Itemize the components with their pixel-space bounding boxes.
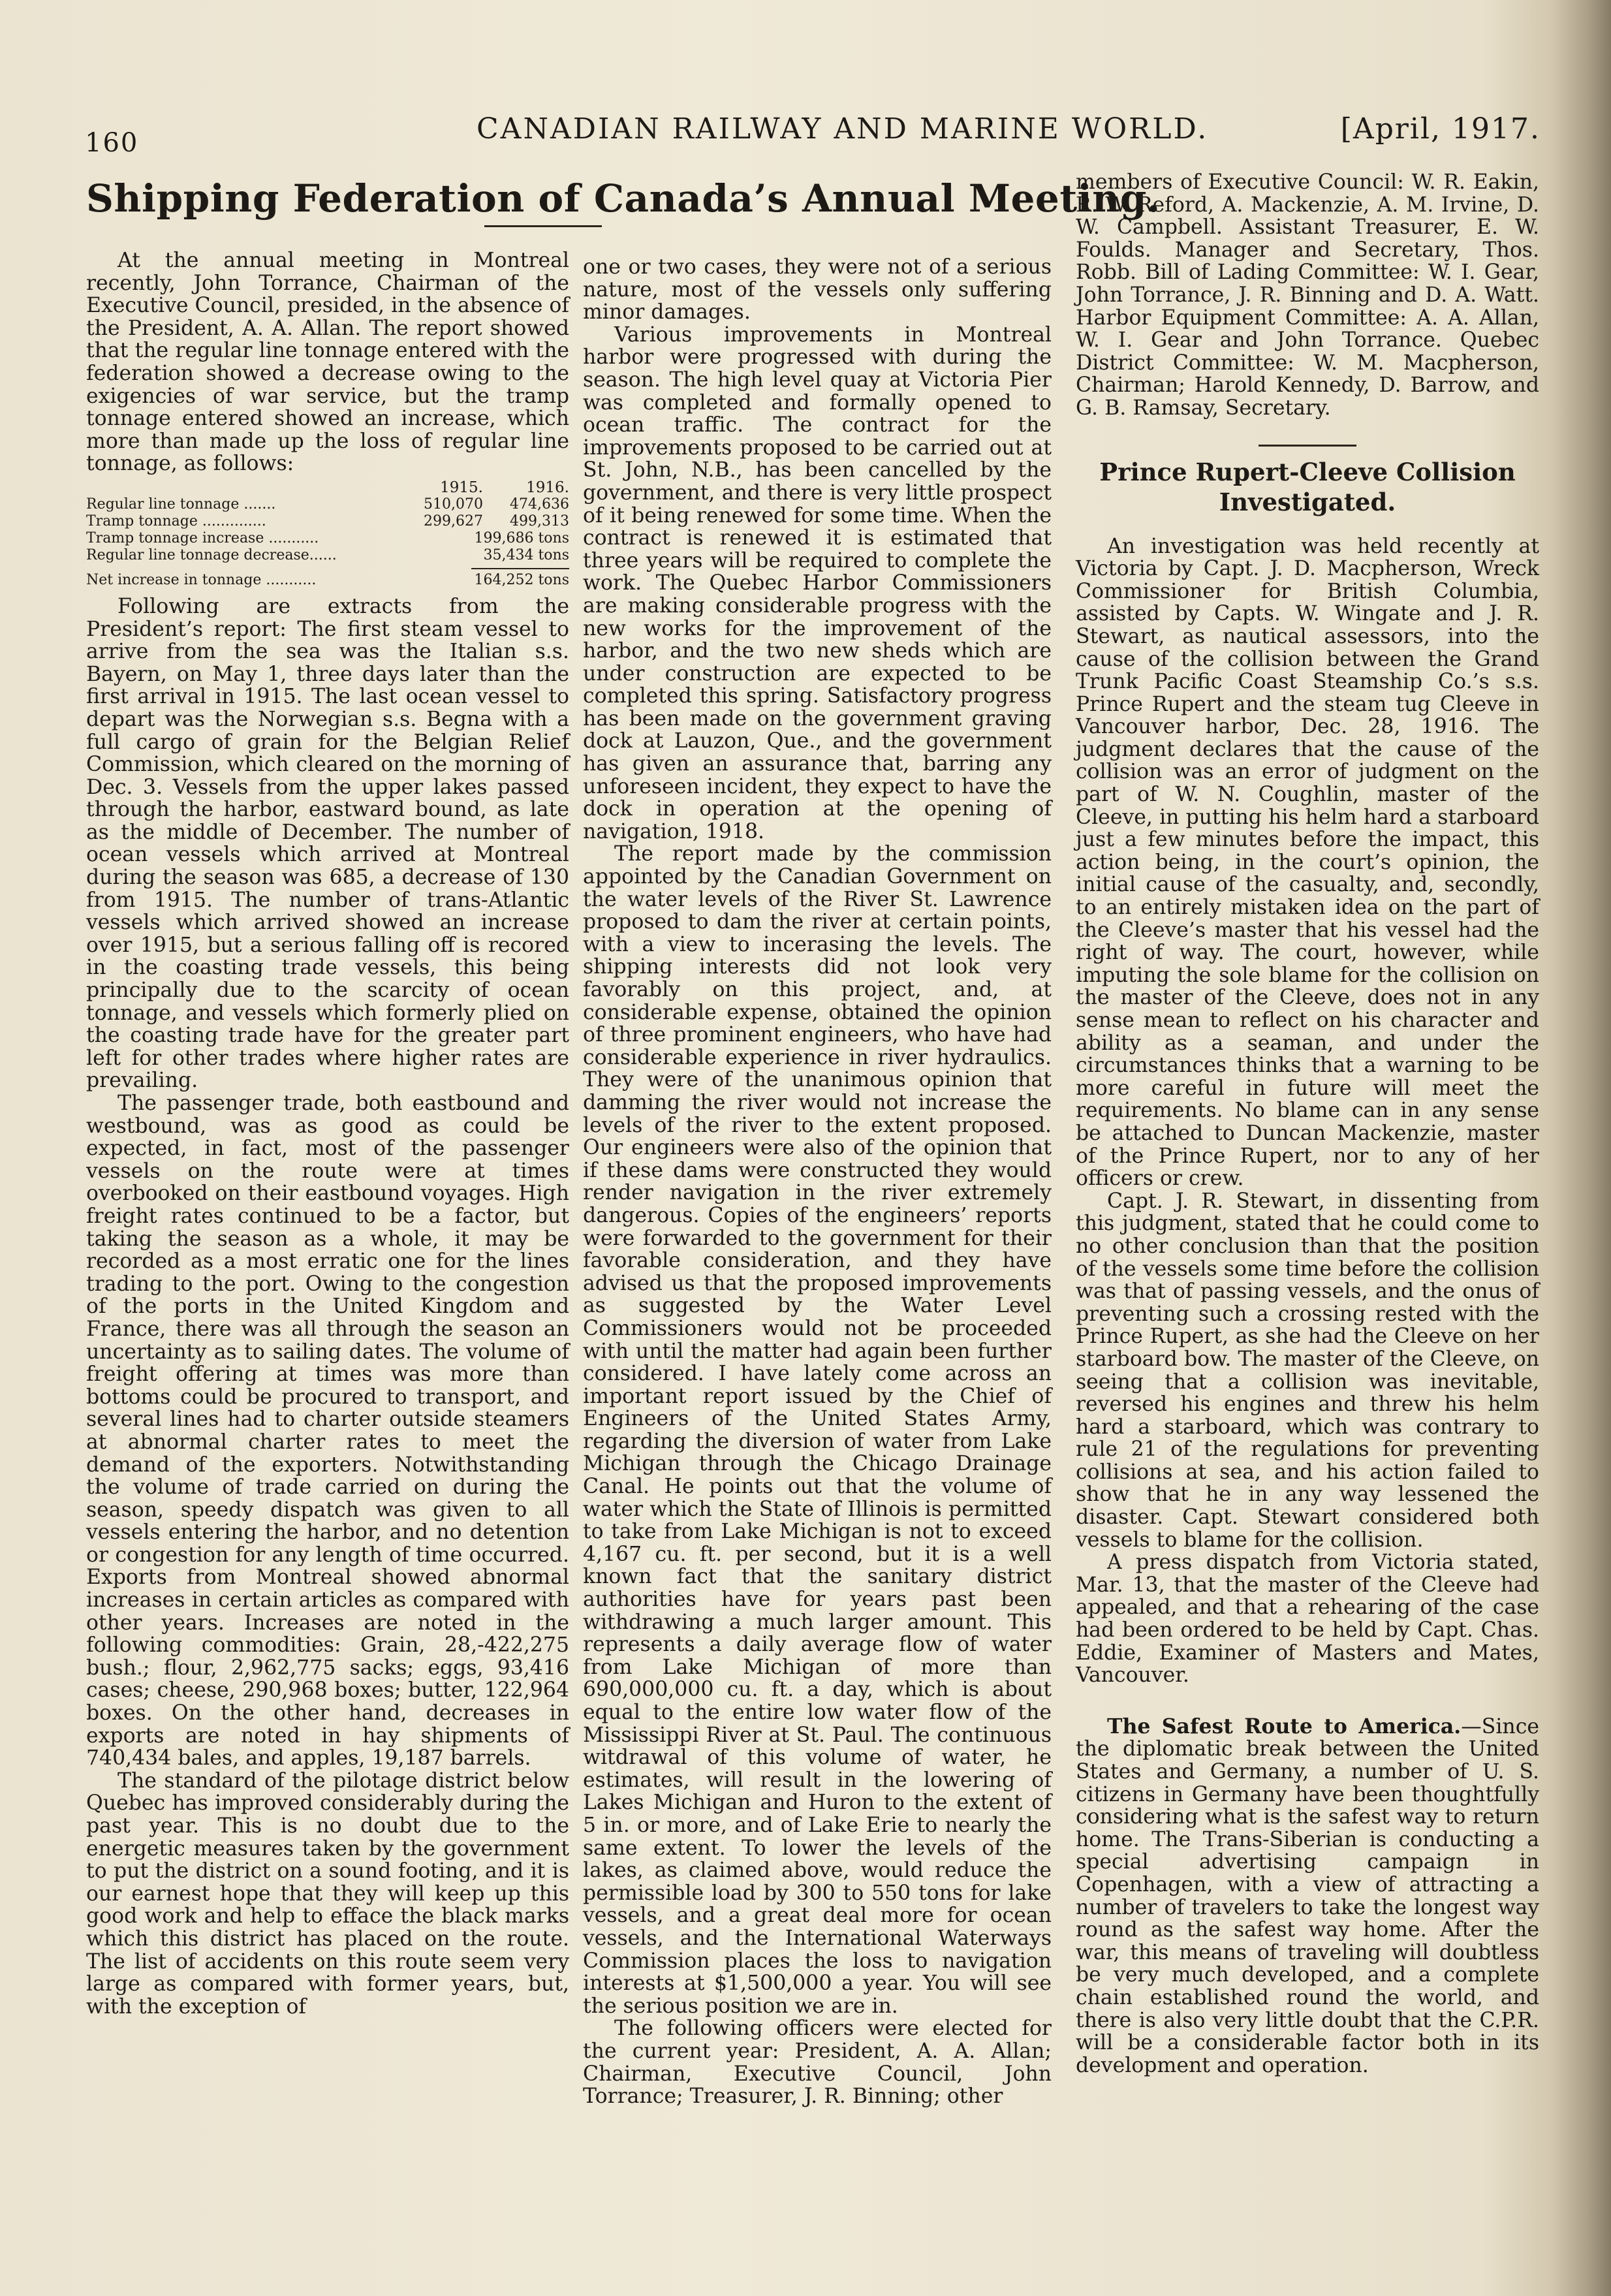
paragraph: The passenger trade, both eastbound and westbound, was as good as could be expected, in fact, most of the passenger vessels on the route were at times overbooked on their eastbound voyages. High freight rates continued to be a factor, but taking the season as a whole, it may be recorded as a most erratic one for the lines trading to the port. Owing to the congestion of the ports in the United Kingdom and France, there was all through the season an uncertainty as to sailing dates. The volume of freight offering at times was more than bottoms could be procured to transport, and several lines had to charter outside steamers at abnormal charter rates to meet the demand of the exporters. Notwithstanding the volume of trade carried on during the season, speedy dispatch was given to all vessels entering the harbor, and no detention or congestion for any length of time occurred. Exports from Montreal showed abnormal increases in certain articles as compared with other years. Increases are noted in the following commodities: Grain, 28,-422,275 bush.; flour, 2,962,775 sacks; eggs, 93,416 cases; cheese, 290,968 boxes; butter, 122,964 boxes. On the other hand, decreases in exports are noted in hay shipments of 740,434 bales, and apples, 19,187 barrels. bbox=[86, 1092, 569, 1770]
table-row-label: Tramp tonnage .............. bbox=[86, 512, 266, 529]
column-3 bbox=[1076, 171, 1539, 2077]
table-cell: 510,070 bbox=[424, 495, 483, 512]
table-sum-rule bbox=[471, 568, 569, 569]
table-row-label: Net increase in tonnage ........... bbox=[86, 571, 317, 588]
table-cell: 299,627 bbox=[424, 512, 483, 529]
paragraph: The standard of the pilotage district below Quebec has improved considerably during the past year. This is no doubt due to the energetic measures taken by the government to put the district on a sound footing, and it is our earnest hope that they will keep up this good work and help to efface the black marks which this district has placed on the route. The list of accidents on this route seem very large as compared with former years, but, with the exception of bbox=[86, 1769, 569, 2019]
paragraph: An investigation was held recently at Victoria by Capt. J. D. Macpherson, Wreck Commissioner for British Columbia, assisted by Capts. W. Wingate and J. R. Stewart, as nautical assessors, into the cause of the collision between the Grand Trunk Pacific Coast Steamship Co.’s s.s. Prince Rupert and the steam tug Cleeve in Vancouver harbor, Dec. 28, 1916. The judgment declares that the cause of the collision was an error of judgment on the part of W. N. Coughlin, master of the Cleeve, in putting his helm hard a starboard just a few minutes before the impact, this action being, in the court’s opinion, the initial cause of the casualty, and, secondly, to an entirely mistaken idea on the part of the Cleeve’s master that his vessel had the right of way. The court, however, while imputing the sole blame for the collision on the master of the Cleeve, does not in any sense mean to reflect on his character and ability as a seaman, and under the circumstances thinks that a warning to be more careful in future will meet the requirements. No blame can in any sense be attached to Duncan Mackenzie, master of the Prince Rupert, nor to any of her officers or crew. bbox=[1076, 534, 1539, 1191]
table-col-1915: 1915. bbox=[440, 479, 483, 496]
table-row bbox=[86, 530, 569, 547]
table-col-1916: 1916. bbox=[526, 479, 569, 496]
journal-title: CANADIAN RAILWAY AND MARINE WORLD. bbox=[477, 112, 1209, 146]
table-cell: 35,434 tons bbox=[483, 546, 569, 563]
table-row-label: Tramp tonnage increase ........... bbox=[86, 529, 319, 546]
table-row-label: Regular line tonnage decrease...... bbox=[86, 546, 337, 563]
paragraph: A press dispatch from Victoria stated, Mar. 13, that the master of the Cleeve had appealed, and that a rehearing of the case had been ordered to be held by Capt. Chas. Eddie, Examiner of Masters and Mates, Vancouver. bbox=[1076, 1550, 1539, 1688]
tonnage-table bbox=[86, 479, 569, 589]
article-title bbox=[86, 176, 1161, 221]
page-number: 160 bbox=[85, 128, 139, 158]
run-in-text: —Since the diplomatic break between the United States and Germany, a number of U. S. citizens in Germany have been thoughtfully considering what is the safest way to return home. The Trans-Siberian is conducting a special advertising campaign in Copenhagen, with a view of attracting a number of travelers to take the longest way round as the safest way home. After the war, this means of traveling will doubtless be very much developed, and a complete chain established round the world, and there is also very little doubt that the C.P.R. will be a considerable factor both in its development and operation. bbox=[1076, 1714, 1539, 2077]
subarticle-title: Prince Rupert-Cleeve Collision Investigated. bbox=[1099, 457, 1516, 516]
paragraph: one or two cases, they were not of a serious nature, most of the vessels only suffering minor damages. bbox=[583, 255, 1052, 324]
paragraph: Following are extracts from the President’s report: The first steam vessel to arrive from the sea was the Italian s.s. Bayern, on May 1, three days later than the first arrival in 1915. The last ocean vessel to depart was the Norwegian s.s. Begna with a full cargo of grain for the Belgian Relief Commission, which cleared on the morning of Dec. 3. Vessels from the upper lakes passed through the harbor, eastward bound, as late as the middle of December. The number of ocean vessels which arrived at Montreal during the season was 685, a decrease of 130 from 1915. The number of trans-Atlantic vessels which arrived showed an increase over 1915, but a serious falling off is recored in the coasting trade vessels, this being principally due to the scarcity of ocean tonnage, and vessels which formerly plied on the coasting trade have for the greater part left for other trades where higher rates are prevailing. bbox=[86, 594, 569, 1093]
table-row bbox=[86, 513, 569, 530]
paragraph: The report made by the commission appointed by the Canadian Government on the water levels of the River St. Lawrence proposed to dam the river at certain points, with a view to incerasing the levels. The shipping interests did not look very favorably on this project, and, at considerable expense, obtained the opinion of three prominent engineers, who have had considerable experience in river hydraulics. They were of the unanimous opinion that damming the river would not increase the levels of the river to the extent proposed. Our engineers were also of the opinion that if these dams were constructed they would render navigation in the river extremely dangerous. Copies of the engineers’ reports were forwarded to the government for their favorable consideration, and they have advised us that the proposed improvements as suggested by the Water Level Commissioners would not be proceeded with until the matter had again been further considered. I have lately come across an important report issued by the Chief of Engineers of the United States Army, regarding the diversion of water from Lake Michigan through the Chicago Drainage Canal. He points out that the volume of water which the State of Illinois is permitted to take from Lake Michigan is not to exceed 4,167 cu. ft. per second, but it is a well known fact that the sanitary district authorities have for years past been withdrawing a much larger amount. This represents a daily average flow of water from Lake Michigan of more than 690,000,000 cu. ft. a day, which is about equal to the entire low water flow of the Mississippi River at St. Paul. The continuous witdrawal of this volume of water, he estimates, will result in the lowering of Lakes Michigan and Huron to the extent of 5 in. or more, and of Lake Erie to nearly the same extent. To lower the levels of the lakes, as claimed above, would reduce the permissible load by 300 to 550 tons for lake vessels, and a great deal more for ocean vessels, and the International Waterways Commission places the loss to navigation interests at $1,500,000 a year. You will see the serious position we are in. bbox=[583, 842, 1052, 2018]
page-binding-shadow bbox=[1552, 0, 1611, 2296]
run-in-heading: The Safest Route to America. bbox=[1107, 1714, 1462, 1738]
title-rule bbox=[484, 225, 602, 227]
table-row bbox=[86, 496, 569, 513]
paragraph: At the annual meeting in Montreal recently, John Torrance, Chairman of the Executive Council, presided, in the absence of the President, A. A. Allan. The report showed that the regular line tonnage entered with the federation showed a decrease owing to the exigencies of war service, but the tramp tonnage entered showed an increase, which more than made up the loss of regular line tonnage, as follows: bbox=[86, 249, 570, 476]
table-header-row bbox=[86, 479, 569, 496]
table-cell: 164,252 tons bbox=[474, 571, 569, 588]
column-2 bbox=[583, 256, 1052, 2108]
column-1 bbox=[86, 225, 569, 2018]
paragraph: Capt. J. R. Stewart, in dissenting from this judgment, stated that he could come to no other conclusion than that the position of the vessels some time before the collision was that of passing vessels, and the onus of preventing such a crossing rested with the Prince Rupert, as she had the Cleeve on her starboard bow. The master of the Cleeve, on seeing that a collision was inevitable, reversed his engines and threw his helm hard a starboard, which was contrary to rule 21 of the regulations for preventing collisions at sea, and his action failed to show that he in any way lessened the disaster. Capt. Stewart considered both vessels to blame for the collision. bbox=[1076, 1189, 1539, 1552]
issue-date: [April, 1917. bbox=[1340, 112, 1541, 146]
table-cell: 474,636 bbox=[510, 495, 569, 512]
paragraph: Various improvements in Montreal harbor were progressed with during the season. The high level quay at Victoria Pier was completed and formally opened to ocean traffic. The contract for the improvements proposed to be carried out at St. John, N.B., has been cancelled by the government, and there is very little prospect of it being renewed for some time. When the contract is renewed it is estimated that three years will be required to complete the work. The Quebec Harbor Commissioners are making considerable progress with the new works for the improvement of the harbor, and the two new sheds which are under construction are expected to be completed this spring. Satisfactory progress has been made on the government graving dock at Lauzon, Que., and the government has given an assurance that, barring any unforeseen incident, they expect to have the dock in operation at the opening of navigation, 1918. bbox=[583, 322, 1052, 843]
table-cell: 499,313 bbox=[510, 512, 569, 529]
paragraph bbox=[1076, 1716, 1539, 2077]
table-total-row bbox=[86, 572, 569, 589]
running-header bbox=[85, 112, 1541, 158]
paragraph: The following officers were elected for the current year: President, A. A. Allan; Chairman, Executive Council, John Torrance; Treasurer, J. R. Binning; other bbox=[583, 2017, 1052, 2109]
table-cell: 199,686 tons bbox=[474, 529, 569, 546]
article-title-text: Shipping Federation of Canada’s Annual Meeting. bbox=[86, 176, 1161, 221]
table-row-label: Regular line tonnage ....... bbox=[86, 495, 276, 512]
paragraph: members of Executive Council: W. R. Eakin, R. W. Reford, A. Mackenzie, A. M. Irvine, D. W. Campbell. Assistant Treasurer, E. W. Foulds. Manager and Secretary, Thos. Robb. Bill of Lading Committee: W. I. Gear, John Torrance, J. R. Binning and D. A. Watt. Harbor Equipment Committee: A. A. Allan, W. I. Gear and John Torrance. Quebec District Committee: W. M. Macpherson, Chairman; Harold Kennedy, D. Barrow, and G. B. Ramsay, Secretary. bbox=[1076, 170, 1539, 420]
table-row bbox=[86, 547, 569, 564]
